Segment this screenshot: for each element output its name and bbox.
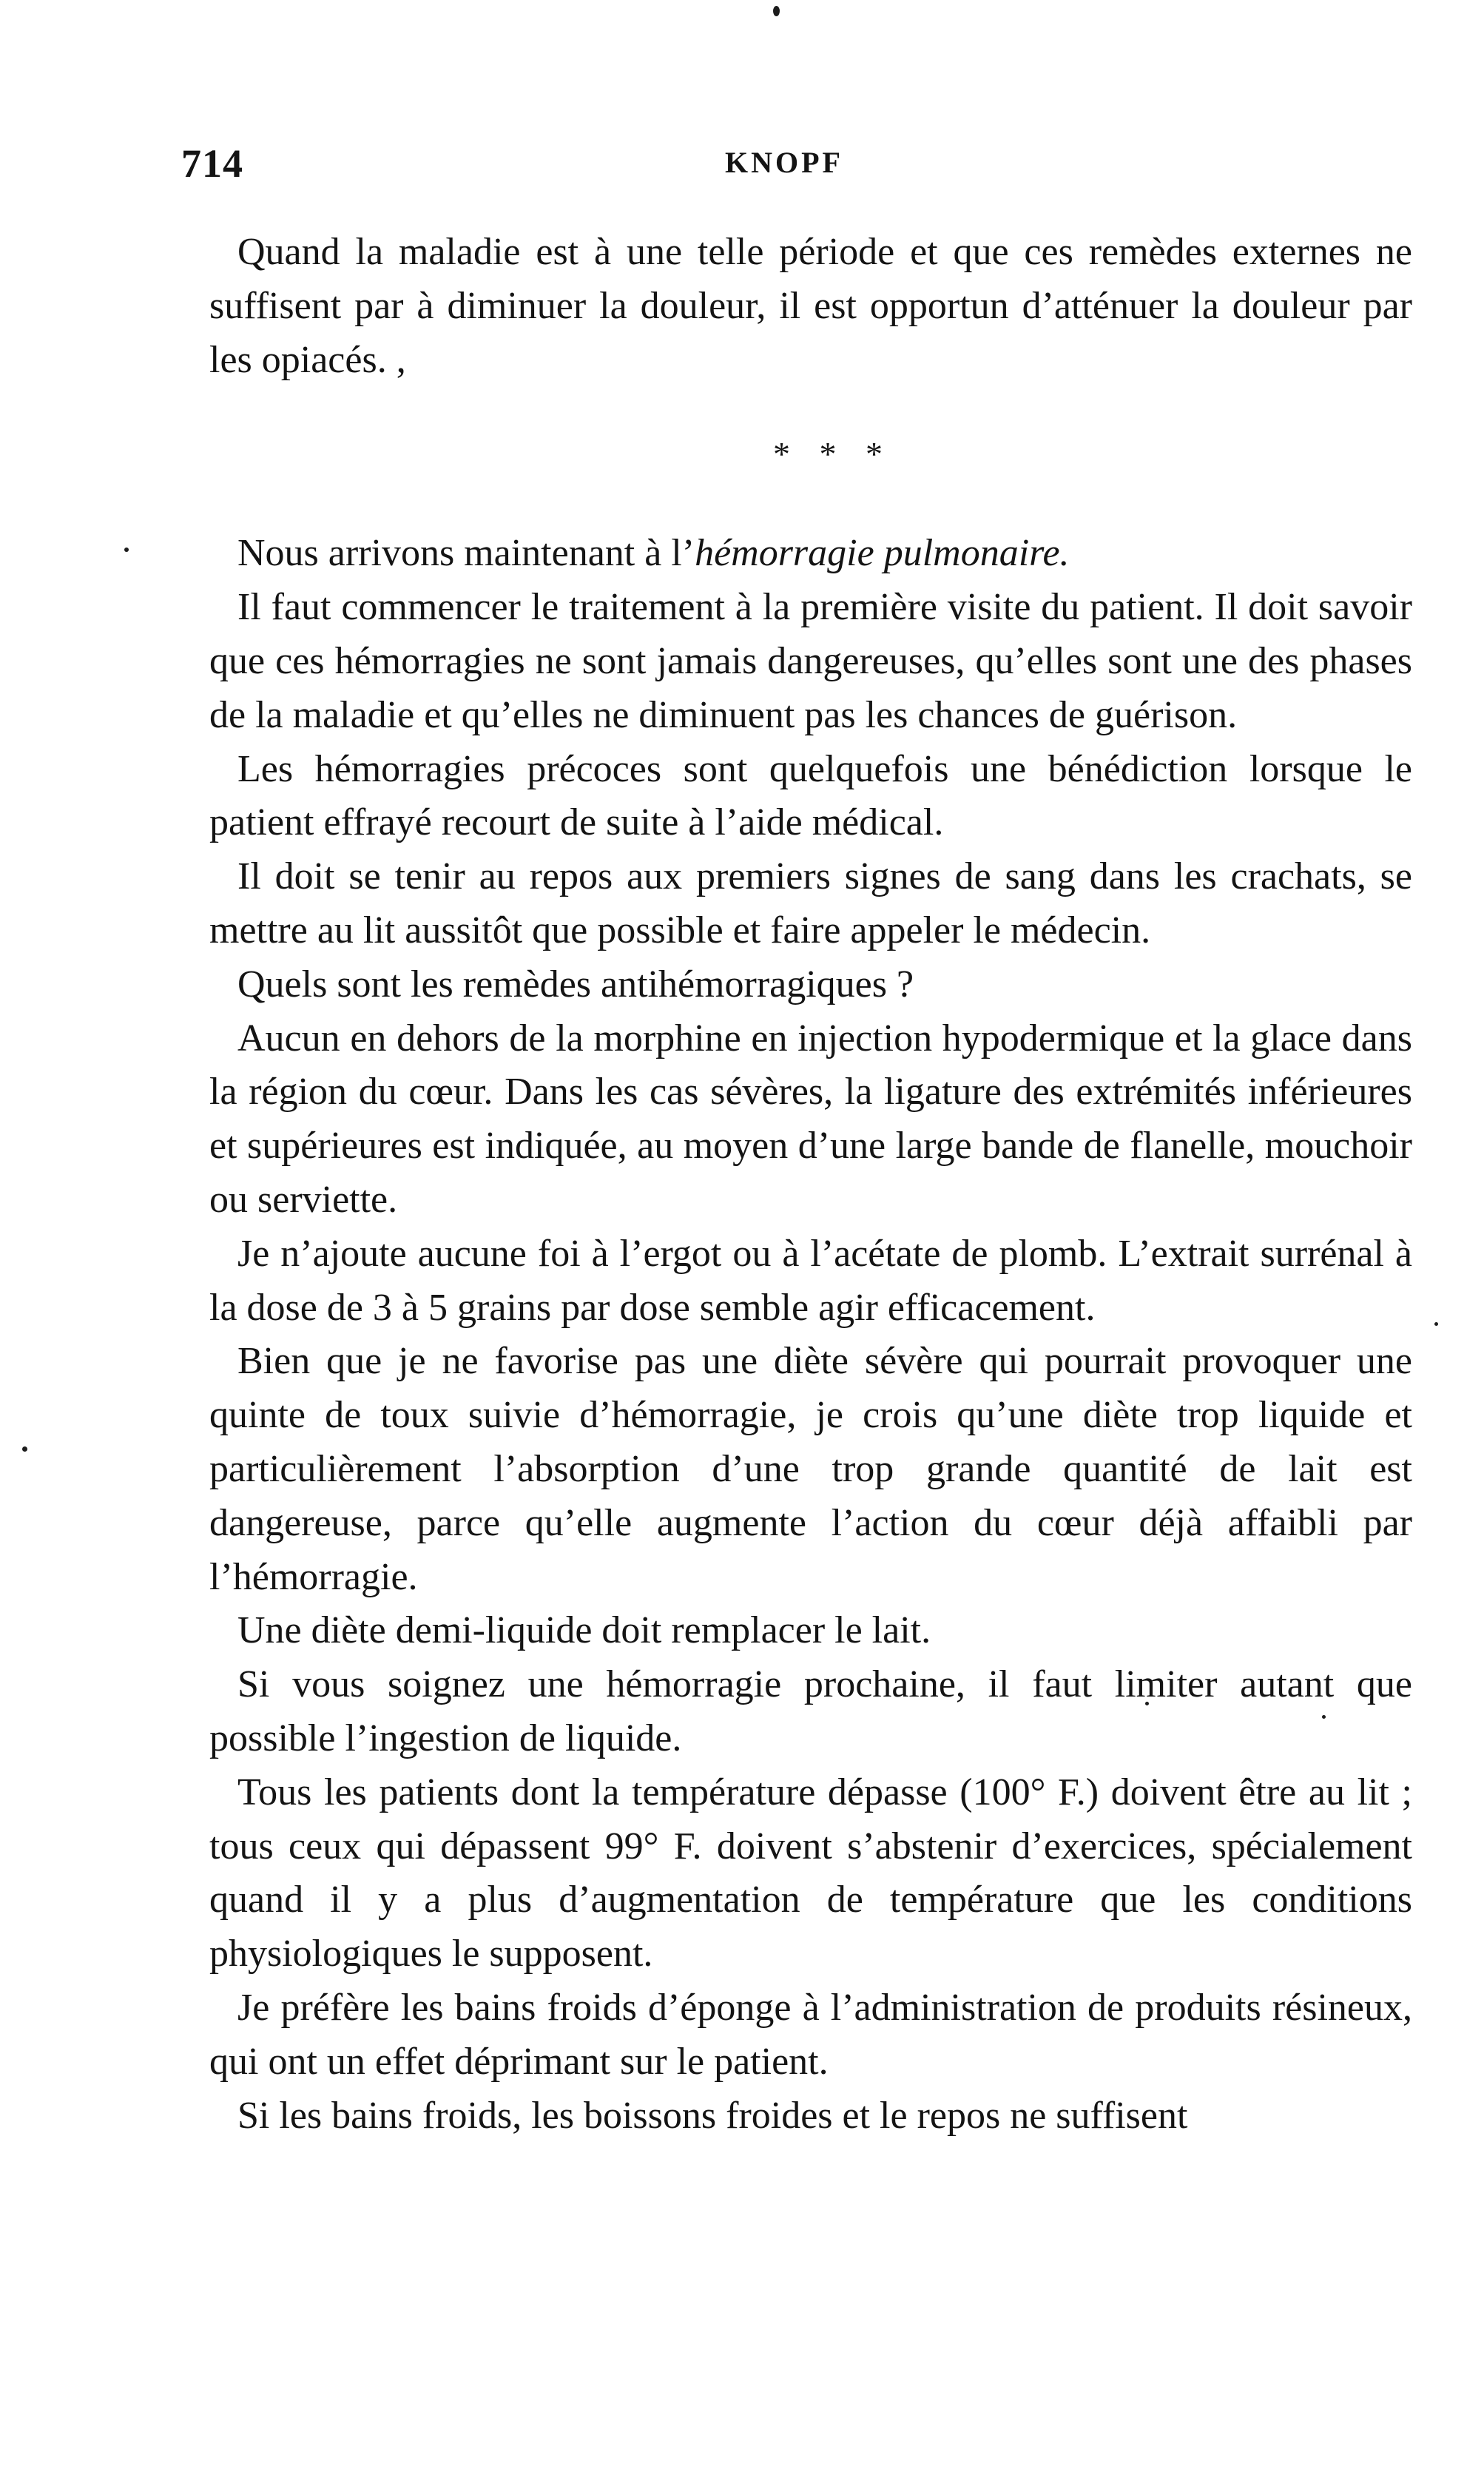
- paragraph: Tous les patients dont la température dépasse (100° F.) doivent être au lit ; tous ceux qui dépassent 99° F. doivent s’abstenir d’exercices, spécialement quand il y a plus d’augmentation de température que les conditions physiologiques le supposent.: [209, 1771, 1412, 1975]
- paragraph: Aucun en dehors de la morphine en injection hypodermique et la glace dans la région du cœur. Dans les cas sévères, la ligature des extrémités inférieures et supérieures est indiquée, au moyen d’une large bande de flanelle, mouchoir ou serviette.: [209, 1017, 1412, 1221]
- paragraph: Si vous soignez une hémorragie prochaine, il faut limiter autant que possible l’ingestion de liquide.: [209, 1663, 1412, 1759]
- scan-speck: [773, 6, 780, 16]
- paragraph: Si les bains froids, les boissons froides et le repos ne suffisent: [237, 2094, 1188, 2137]
- running-head: KNOPF: [725, 146, 843, 179]
- paragraph: Il doit se tenir au repos aux premiers signes de sang dans les crachats, se mettre au lit aussitôt que possible et faire appeler le médecin.: [209, 855, 1412, 951]
- scan-speck: [1434, 1322, 1438, 1326]
- page-number: 714: [181, 141, 243, 186]
- paragraph: Une diète demi-liquide doit remplacer le lait.: [237, 1609, 931, 1652]
- body-text: [209, 226, 1412, 2143]
- paragraph-heading: [209, 527, 1412, 581]
- paragraph: Il faut commencer le traitement à la première visite du patient. Il doit savoir que ces hémorragies ne sont jamais dangereuses, qu’elles sont une des phases de la maladie et qu’elles ne diminuent pas les chances de guérison.: [209, 586, 1412, 736]
- paragraph: Bien que je ne favorise pas une diète sévère qui pourrait provoquer une quinte de toux suivie d’hémorragie, je crois qu’une diète trop liquide et particulièrement l’absorption d’une trop grande quantité de lait est dangereuse, parce qu’elle augmente l’action du cœur déjà affaibli par l’hémorragie.: [209, 1340, 1412, 1598]
- paragraph: Quand la maladie est à une telle période et que ces remèdes externes ne suffisent par à diminuer la douleur, il est opportun d’atténuer la douleur par les opiacés. ,: [209, 231, 1412, 381]
- scan-speck: [124, 548, 129, 552]
- topic-emphasis: hémorragie pulmonaire.: [695, 532, 1070, 575]
- scan-speck: [22, 1446, 27, 1452]
- section-break-asterism: * * *: [773, 435, 893, 474]
- paragraph: Je préfère les bains froids d’éponge à l’administration de produits résineux, qui ont un effet déprimant sur le patient.: [209, 1986, 1412, 2083]
- paragraph: Quels sont les remèdes antihémorragiques ?: [237, 963, 914, 1005]
- paragraph: Les hémorragies précoces sont quelquefois une bénédiction lorsque le patient effrayé recourt de suite à l’aide médical.: [209, 747, 1412, 844]
- paragraph: Je n’ajoute aucune foi à l’ergot ou à l’acétate de plomb. L’extrait surrénal à la dose de 3 à 5 grains par dose semble agir efficacement.: [209, 1232, 1412, 1329]
- paragraph-lead: Nous arrivons maintenant à l’: [237, 532, 695, 575]
